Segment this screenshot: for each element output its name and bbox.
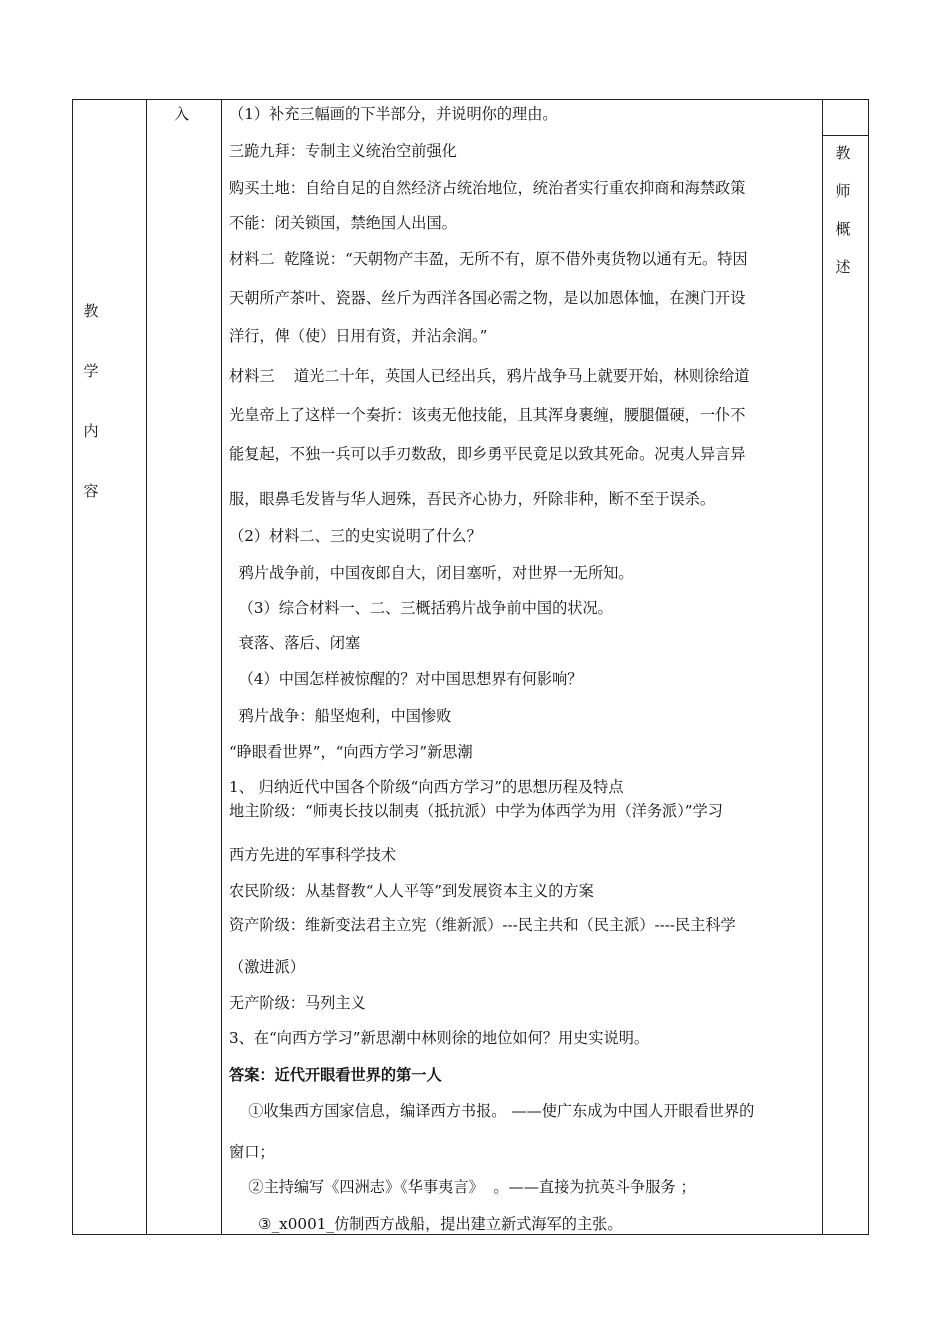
right-label-char: 教 <box>835 144 851 162</box>
right-label-char: 述 <box>835 258 851 276</box>
content-line: 地主阶级：“师夷长技以制夷（抵抗派）中学为体西学为用（洋务派）”学习 <box>229 802 723 820</box>
content-line: 材料三 道光二十年，英国人已经出兵，鸦片战争马上就要开始，林则徐给道 <box>229 367 750 385</box>
content-line: 购买土地：自给自足的自然经济占统治地位，统治者实行重农抑商和海禁政策 <box>229 179 746 197</box>
right-column-label <box>828 142 858 294</box>
column-divider-3 <box>822 99 823 1235</box>
right-label-char: 概 <box>835 220 851 238</box>
content-line: 3、在“向西方学习”新思潮中林则徐的地位如何？用史实说明。 <box>229 1029 650 1047</box>
right-cell-divider <box>822 135 869 136</box>
content-line: 三跪九拜：专制主义统治空前强化 <box>229 142 457 160</box>
content-line: 衰落、落后、闭塞 <box>229 634 361 652</box>
content-line: ②主持编写《四洲志》《华事夷言》 。——直接为抗英斗争服务 ； <box>229 1178 696 1196</box>
column-divider-2 <box>221 99 222 1235</box>
table-frame <box>72 99 869 1235</box>
left-label-char: 学 <box>83 362 99 380</box>
content-line: 光皇帝上了这样一个奏折：该夷无他技能，且其浑身裹缠，腰腿僵硬，一仆不 <box>229 406 746 424</box>
content-line: 答案：近代开眼看世界的第一人 <box>229 1066 442 1084</box>
content-line: 天朝所产茶叶、瓷器、丝斤为西洋各国必需之物，是以加恩体恤，在澳门开设 <box>229 289 746 307</box>
content-line: （4）中国怎样被惊醒的？对中国思想界有何影响？ <box>229 670 583 688</box>
left-label-char: 内 <box>83 422 99 440</box>
content-line: 鸦片战争前，中国夜郎自大，闭目塞听，对世界一无所知。 <box>229 564 634 582</box>
left-column-label <box>76 300 106 540</box>
content-line: （激进派） <box>229 958 305 976</box>
column-divider-1 <box>146 99 147 1235</box>
content-line: 无产阶级：马列主义 <box>229 994 366 1012</box>
left-label-char: 教 <box>83 302 99 320</box>
right-label-char: 师 <box>835 182 851 200</box>
content-line: （3）综合材料一、二、三概括鸦片战争前中国的状况。 <box>229 599 613 617</box>
second-column-label: 入 <box>174 105 190 123</box>
content-line: 1、 归纳近代中国各个阶级“向西方学习”的思想历程及特点 <box>229 778 624 796</box>
content-line: ③_x0001_仿制西方战船，提出建立新式海军的主张。 <box>229 1215 623 1233</box>
content-line: （1）补充三幅画的下半部分，并说明你的理由。 <box>229 105 558 123</box>
content-line: “睁眼看世界”，“向西方学习”新思潮 <box>229 743 473 761</box>
left-label-char: 容 <box>83 482 99 500</box>
content-line: 材料二 乾隆说：“天朝物产丰盈，无所不有，原不借外夷货物以通有无。特因 <box>229 250 748 268</box>
content-line: 洋行，俾（使）日用有资，并沾余润。” <box>229 327 488 345</box>
content-line: 农民阶级：从基督教“人人平等”到发展资本主义的方案 <box>229 882 594 900</box>
content-line: 能复起，不独一兵可以手刃数敌，即乡勇平民竟足以致其死命。况夷人异言异 <box>229 445 746 463</box>
content-line: ①收集西方国家信息，编译西方书报。 ——使广东成为中国人开眼看世界的 <box>229 1102 755 1120</box>
content-line: 不能：闭关锁国，禁绝国人出国。 <box>229 214 457 232</box>
content-line: 西方先进的军事科学技术 <box>229 846 397 864</box>
content-line: （2）材料二、三的史实说明了什么？ <box>229 527 482 545</box>
content-line: 鸦片战争：船坚炮利，中国惨败 <box>229 707 452 725</box>
content-line: 窗口； <box>229 1143 275 1161</box>
content-line: 资产阶级：维新变法君主立宪（维新派）---民主共和（民主派）----民主科学 <box>229 916 736 934</box>
content-line: 服，眼鼻毛发皆与华人迥殊，吾民齐心协力，歼除非种，断不至于误杀。 <box>229 490 715 508</box>
